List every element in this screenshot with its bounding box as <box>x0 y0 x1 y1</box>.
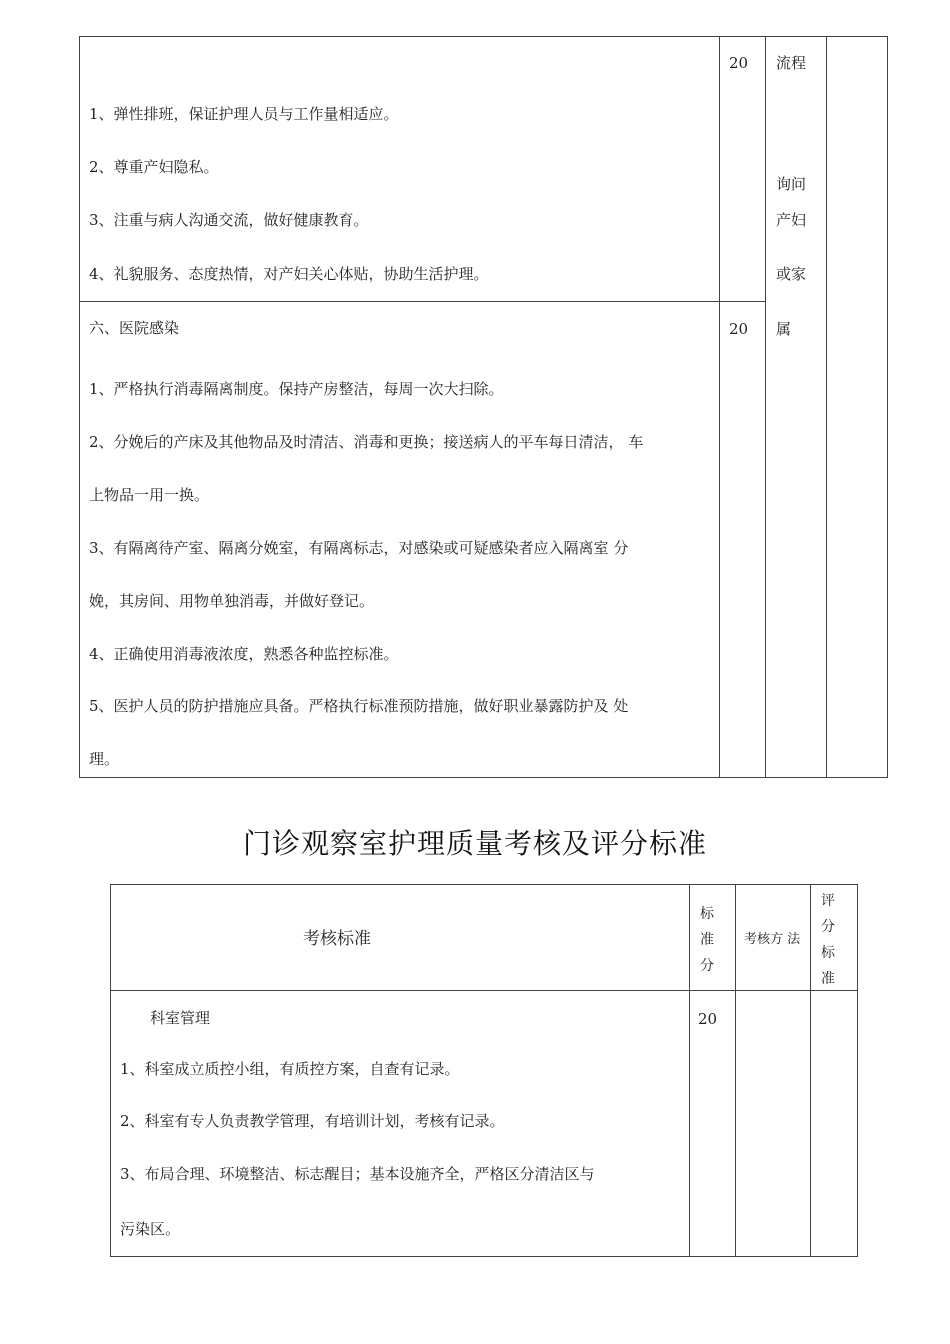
table-1-method-line: 或家 <box>776 265 807 283</box>
header-score-char: 准 <box>700 932 714 948</box>
table-2-row-1-score: 20 <box>698 1010 718 1028</box>
table-1-row-2-line: 4、正确使用消毒液浓度，熟悉各种监控标准。 <box>89 645 399 663</box>
table-2-border-right <box>857 884 858 1257</box>
table-1-row-1-item: 1、弹性排班，保证护理人员与工作量相适应。 <box>89 105 399 123</box>
table-1-row-1-score: 20 <box>729 54 749 72</box>
table-1-row-1-item: 4、礼貌服务、态度热情，对产妇关心体贴，协助生活护理。 <box>89 265 489 283</box>
table-2-border-bottom <box>110 1256 858 1257</box>
table-2-row-1-line: 2、科室有专人负责教学管理，有培训计划，考核有记录。 <box>120 1112 505 1130</box>
header-grading-char: 分 <box>821 919 835 935</box>
table-1-col-divider-1 <box>719 36 720 778</box>
table-2-col-divider-1 <box>689 884 690 1257</box>
table-1-row-2-line: 2、分娩后的产床及其他物品及时清洁、消毒和更换；接送病人的平车每日清洁， 车 <box>89 433 644 451</box>
header-score-char: 标 <box>700 906 714 922</box>
table-1-col-divider-2 <box>765 36 766 778</box>
table-1-row-1-item: 3、注重与病人沟通交流，做好健康教育。 <box>89 211 369 229</box>
table-1-row-2-line: 1、严格执行消毒隔离制度。保持产房整洁，每周一次大扫除。 <box>89 380 504 398</box>
table-1-row-2-line: 3、有隔离待产室、隔离分娩室，有隔离标志，对感染或可疑感染者应入隔离室 分 <box>89 539 629 557</box>
table-2-col-divider-3 <box>810 884 811 1257</box>
table-1-method-line: 询问 <box>776 175 807 193</box>
table-1-row-divider <box>79 301 766 302</box>
table-1-row-2-line: 5、医护人员的防护措施应具备。严格执行标准预防措施，做好职业暴露防护及 处 <box>89 697 629 715</box>
header-grading-char: 准 <box>821 971 835 987</box>
table-1-method-line: 产妇 <box>776 211 807 229</box>
table-1-border-top <box>79 36 888 37</box>
table-1-row-2-line: 上物品一用一换。 <box>89 486 210 504</box>
table-2-border-left <box>110 884 111 1257</box>
table-1-border-bottom <box>79 777 888 778</box>
table-1-row-1-item: 2、尊重产妇隐私。 <box>89 158 219 176</box>
table-1-row-2-heading: 六、医院感染 <box>89 319 180 337</box>
table-2-header-divider <box>110 990 858 991</box>
table-1-col-divider-3 <box>826 36 827 778</box>
table-2-row-1-line: 3、布局合理、环境整洁、标志醒目；基本设施齐全，严格区分清洁区与 <box>120 1165 595 1183</box>
header-grading-char: 标 <box>821 945 835 961</box>
table-1-border-right <box>887 36 888 778</box>
table-2-row-1-line: 污染区。 <box>120 1220 181 1238</box>
table-2-row-1-heading: 科室管理 <box>150 1009 211 1027</box>
table-1-row-2-line: 理。 <box>89 750 120 768</box>
table-2-border-top <box>110 884 858 885</box>
header-score-char: 分 <box>700 958 714 974</box>
table-1-border-left <box>79 36 80 778</box>
table-2-col-divider-2 <box>735 884 736 1257</box>
table-2-header-method: 考核方 法 <box>744 932 801 947</box>
table-1-method-line: 属 <box>776 320 792 338</box>
table-1-method-line: 流程 <box>776 54 807 72</box>
section-title: 门诊观察室护理质量考核及评分标准 <box>242 827 707 860</box>
table-2-row-1-line: 1、科室成立质控小组，有质控方案，自查有记录。 <box>120 1060 460 1078</box>
header-grading-char: 评 <box>821 893 835 909</box>
table-2-header-criteria: 考核标准 <box>303 929 371 949</box>
table-1-row-2-line: 娩，其房间、用物单独消毒，并做好登记。 <box>89 592 375 610</box>
table-1-row-2-score: 20 <box>729 320 749 338</box>
